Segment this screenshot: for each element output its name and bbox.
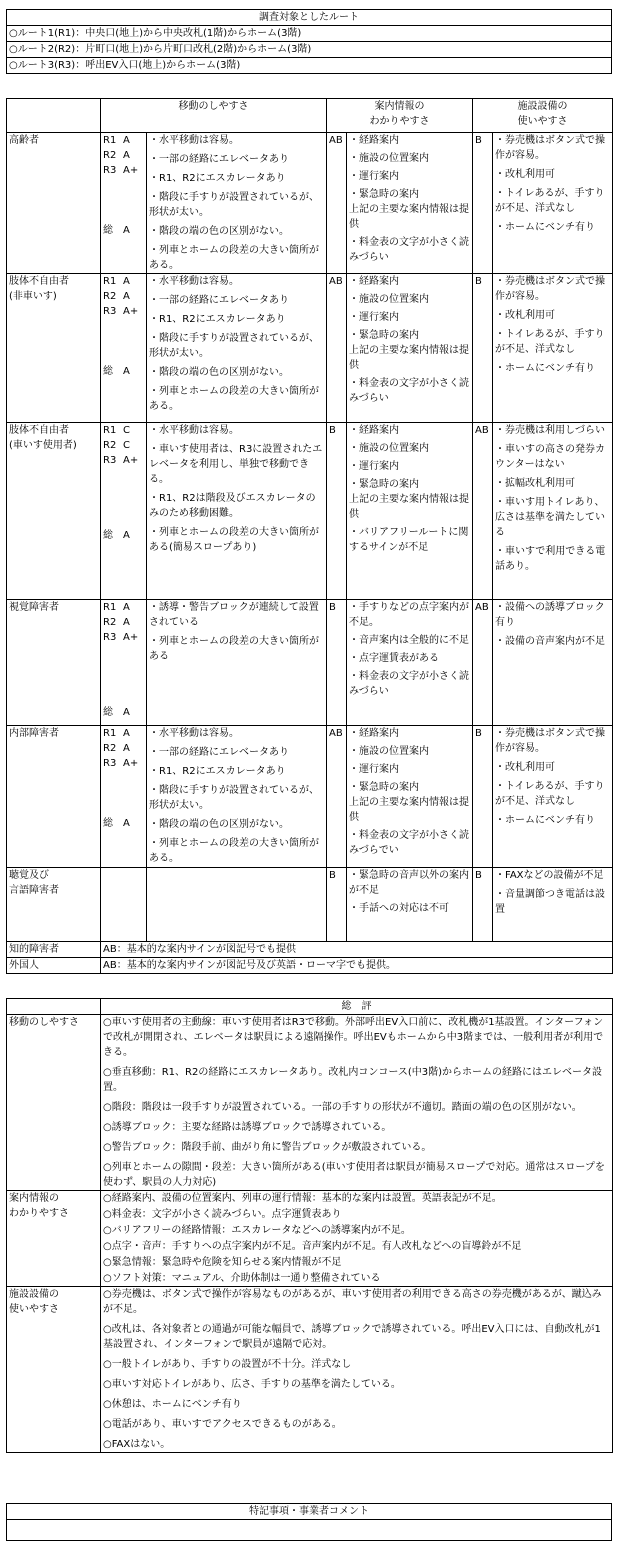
info-note: ・料金表の文字が小さく読みづらい (349, 378, 469, 404)
grade-line (103, 334, 144, 349)
facility-notes (493, 133, 613, 274)
route-label: R1 (103, 425, 117, 436)
category-label: 高齢者 (7, 133, 101, 274)
info-note: ・運行案内 (349, 461, 399, 472)
evaluation-row (7, 726, 613, 868)
category-label: 内部障害者 (7, 726, 101, 868)
summary-item: ○電話があり、車いすでアクセスできるものがある。 (103, 1419, 342, 1430)
route-label (103, 319, 123, 334)
facility-note: ・券売機はボタン式で操作が容易。 (495, 135, 605, 161)
route-grades (101, 726, 147, 868)
route-label: R3 (103, 306, 117, 317)
facility-note: ・ホームにベンチ有り (495, 363, 595, 374)
facility-notes (493, 726, 613, 868)
facility-grade: B (473, 726, 493, 868)
facility-note: ・改札利用可 (495, 310, 555, 321)
movement-note: ・一部の経路にエレベータあり (149, 747, 289, 758)
grade-value: C (123, 440, 130, 451)
route-item: ○ルート2(R2)：片町口(地上)から片町口改札(2階)からホーム(3階) (7, 42, 612, 58)
grade-line (103, 304, 144, 319)
facility-note: ・ホームにベンチ有り (495, 222, 595, 233)
grade-line (103, 675, 144, 690)
summary-items (101, 1191, 613, 1287)
movement-note: ・階段の端の色の区別がない。 (149, 226, 289, 237)
facility-note: ・改札利用可 (495, 169, 555, 180)
movement-note: ・R1、R2は階段及びエスカレータのみのため移動困難。 (149, 493, 316, 519)
grade-value: A (123, 707, 130, 718)
facility-grade: B (473, 133, 493, 274)
facility-notes (493, 868, 613, 942)
grade-value: A (123, 291, 130, 302)
summary-item: ○経路案内、設備の位置案内、列車の運行情報：基本的な案内は設置。英語表記が不足。 (103, 1193, 502, 1204)
grade-value: A (123, 530, 130, 541)
info-note: ・経路案内 (349, 135, 399, 146)
movement-notes (147, 133, 327, 274)
movement-note: ・階段に手すりが設置されているが、形状が太い。 (149, 785, 319, 811)
route-label: R1 (103, 602, 117, 613)
facility-note: ・券売機は利用しづらい (495, 425, 605, 436)
notes-table (6, 1503, 612, 1541)
facility-note: ・券売機はボタン式で操作が容易。 (495, 276, 605, 302)
header-info: 案内情報の わかりやすさ (327, 99, 473, 133)
evaluation-row (7, 274, 613, 423)
facility-notes (493, 600, 613, 726)
grade-line (103, 801, 144, 816)
route-label: 総 (103, 530, 113, 541)
movement-note: ・階段の端の色の区別がない。 (149, 819, 289, 830)
summary-item: ○バリアフリーの経路情報：エスカレータなどへの誘導案内が不足。 (103, 1225, 411, 1236)
route-label (103, 483, 123, 498)
route-label (103, 690, 123, 705)
movement-notes (147, 600, 327, 726)
summary-item: ○警告ブロック：階段手前、曲がり角に警告ブロックが敷設されている。 (103, 1142, 432, 1153)
grade-line (103, 660, 144, 675)
grade-line (103, 349, 144, 364)
facility-note: ・設備への誘導ブロック有り (495, 602, 605, 628)
info-note: ・料金表の文字が小さく読みづらでい (349, 830, 469, 856)
grade-line (103, 208, 144, 223)
info-note: 上記の主要な案内情報は提供 (349, 204, 469, 230)
info-notes (347, 600, 473, 726)
summary-item: ○券売機は、ボタン式で操作が容易なものがあるが、車いす使用者の利用できる高さの券売機があるが、蹴込みが不足。 (103, 1289, 602, 1315)
simple-row-text: AB：基本的な案内サインが図記号及び英語・ローマ字でも提供。 (101, 958, 613, 974)
route-grades (101, 600, 147, 726)
route-label: 総 (103, 818, 113, 829)
evaluation-row (7, 423, 613, 600)
info-notes (347, 868, 473, 942)
route-grades (101, 868, 147, 942)
summary-item: ○車いす使用者の主動線：車いす使用者はR3で移動。外部呼出EV入口前に、改札機が1基設置。インターフォンで改札が開閉され、エレベータは駅員による遠隔操作。呼出EVもホームから中3階までは、一般利用者が利用できる。 (103, 1017, 604, 1058)
info-note: ・施設の位置案内 (349, 153, 429, 164)
grade-line (103, 756, 144, 771)
movement-note: ・R1、R2にエスカレータあり (149, 314, 286, 325)
info-note: ・緊急時の案内 (349, 189, 419, 200)
facility-note: ・拡幅改札利用可 (495, 478, 575, 489)
grade-value: A (123, 276, 130, 287)
route-label (103, 645, 123, 660)
info-note: ・経路案内 (349, 276, 399, 287)
movement-note: ・列車とホームの段差の大きい箇所がある。 (149, 245, 319, 271)
facility-note: ・改札利用可 (495, 762, 555, 773)
info-note: ・施設の位置案内 (349, 443, 429, 454)
route-label: R1 (103, 135, 117, 146)
info-note: ・音声案内は全般的に不足 (349, 635, 469, 646)
info-notes (347, 423, 473, 600)
summary-item: ○列車とホームの隙間・段差：大きい箇所がある(車いす使用者は駅員が簡易スロープで対応。通常はスロープを使わず、駅員の人力対応) (103, 1162, 605, 1188)
grade-line (103, 771, 144, 786)
facility-grade: B (473, 274, 493, 423)
grade-line (103, 615, 144, 630)
info-note: ・緊急時の案内 (349, 479, 419, 490)
facility-note: ・トイレあるが、手すりが不足、洋式なし (495, 781, 605, 807)
grade-line (103, 705, 144, 720)
route-label: R2 (103, 291, 117, 302)
info-grade: B (327, 600, 347, 726)
movement-notes (147, 274, 327, 423)
summary-item: ○ソフト対策：マニュアル、介助体制は一通り整備されている (103, 1273, 381, 1284)
summary-item: ○FAXはない。 (103, 1439, 171, 1450)
simple-row-text: AB：基本的な案内サインが図記号でも提供 (101, 942, 613, 958)
movement-note: ・階段の端の色の区別がない。 (149, 367, 289, 378)
movement-notes (147, 726, 327, 868)
route-label: R3 (103, 632, 117, 643)
summary-item: ○料金表：文字が小さく読みづらい。点字運賃表あり (103, 1209, 342, 1220)
grade-line (103, 528, 144, 543)
routes-table (6, 9, 612, 74)
route-label: R3 (103, 455, 117, 466)
summary-row (7, 1191, 613, 1287)
summary-item: ○垂直移動：R1、R2の経路にエスカレータあり。改札内コンコース(中3階)からホームの経路にはエレベータ設置。 (103, 1067, 603, 1093)
grade-value: A+ (123, 455, 139, 466)
summary-item: ○階段：階段は一段手すりが設置されている。一部の手すりの形状が不適切。踏面の端の色の区別がない。 (103, 1102, 582, 1113)
info-note: 上記の主要な案内情報は提供 (349, 797, 469, 823)
grade-line (103, 690, 144, 705)
grade-line (103, 133, 144, 148)
facility-grade: AB (473, 423, 493, 600)
movement-note: ・R1、R2にエスカレータあり (149, 766, 286, 777)
grade-line (103, 423, 144, 438)
route-grades (101, 133, 147, 274)
grade-value: A (123, 617, 130, 628)
category-label: 知的障害者 (7, 942, 101, 958)
route-label: R3 (103, 758, 117, 769)
summary-category: 移動のしやすさ (7, 1015, 101, 1191)
evaluation-row (7, 600, 613, 726)
info-note: ・料金表の文字が小さく読みづらい (349, 237, 469, 263)
summary-item: ○改札は、各対象者との通過が可能な幅員で、誘導ブロックで誘導されている。呼出EV入口には、自動改札が1基設置され、インターフォンで駅員が遠隔で応対。 (103, 1324, 601, 1350)
info-grade: AB (327, 133, 347, 274)
facility-note: ・トイレあるが、手すりが不足、洋式なし (495, 188, 605, 214)
movement-notes (147, 868, 327, 942)
facility-note: ・ホームにベンチ有り (495, 815, 595, 826)
grade-value: C (123, 425, 130, 436)
grade-value: A+ (123, 306, 139, 317)
facility-note: ・車いす用トイレあり、広さは基準を満たしている (495, 497, 605, 538)
route-label (103, 660, 123, 675)
summary-items (101, 1015, 613, 1191)
grade-value: A (123, 818, 130, 829)
info-note: ・手すりなどの点字案内が不足。 (349, 602, 469, 628)
route-grades (101, 423, 147, 600)
summary-category: 案内情報の わかりやすさ (7, 1191, 101, 1287)
category-label: 肢体不自由者 (車いす使用者) (7, 423, 101, 600)
facility-note: ・設備の音声案内が不足 (495, 636, 605, 647)
route-label: 総 (103, 366, 113, 377)
route-label (103, 786, 123, 801)
facility-note: ・券売機はボタン式で操作が容易。 (495, 728, 605, 754)
movement-note: ・誘導・警告ブロックが連続して設置されている (149, 602, 319, 628)
info-note: ・運行案内 (349, 312, 399, 323)
info-note: ・経路案内 (349, 728, 399, 739)
route-label (103, 208, 123, 223)
route-label (103, 468, 123, 483)
movement-note: ・列車とホームの段差の大きい箇所がある (149, 636, 319, 662)
facility-grade: B (473, 868, 493, 942)
route-item: ○ルート3(R3)：呼出EV入口(地上)からホーム(3階) (7, 58, 612, 74)
info-note: ・施設の位置案内 (349, 746, 429, 757)
movement-note: ・階段に手すりが設置されているが、形状が太い。 (149, 192, 319, 218)
category-label: 聴覚及び 言語障害者 (7, 868, 101, 942)
evaluation-simple-row (7, 942, 613, 958)
evaluation-simple-row (7, 958, 613, 974)
summary-item: ○緊急情報：緊急時や危険を知らせる案内情報が不足 (103, 1257, 342, 1268)
route-label: R3 (103, 165, 117, 176)
route-item: ○ルート1(R1)：中央口(地上)から中央改札(1階)からホーム(3階) (7, 26, 612, 42)
route-label: R2 (103, 440, 117, 451)
header-movement: 移動のしやすさ (101, 99, 327, 133)
route-label (103, 178, 123, 193)
category-label: 視覚障害者 (7, 600, 101, 726)
facility-note: ・トイレあるが、手すりが不足、洋式なし (495, 329, 605, 355)
route-grades (101, 274, 147, 423)
info-grade: B (327, 423, 347, 600)
grade-line (103, 630, 144, 645)
movement-note: ・水平移動は容易。 (149, 425, 239, 436)
info-note: ・運行案内 (349, 171, 399, 182)
summary-table (6, 998, 613, 1453)
routes-header: 調査対象としたルート (7, 10, 612, 26)
grade-value: A (123, 728, 130, 739)
notes-body (7, 1520, 612, 1541)
grade-line (103, 741, 144, 756)
grade-line (103, 498, 144, 513)
info-note: ・手話への対応は不可 (349, 903, 449, 914)
grade-value: A (123, 366, 130, 377)
category-label: 肢体不自由者 (非車いす) (7, 274, 101, 423)
route-label: R2 (103, 743, 117, 754)
grade-value: A+ (123, 165, 139, 176)
grade-line (103, 468, 144, 483)
summary-category: 施設設備の 使いやすさ (7, 1287, 101, 1453)
info-note: ・料金表の文字が小さく読みづらい (349, 671, 469, 697)
grade-value: A+ (123, 632, 139, 643)
route-label (103, 801, 123, 816)
facility-note: ・FAXなどの設備が不足 (495, 870, 604, 881)
movement-note: ・車いす使用者は、R3に設置されたエレベータを利用し、単独で移動できる。 (149, 444, 323, 485)
info-note: ・緊急時の案内 (349, 330, 419, 341)
grade-line (103, 274, 144, 289)
grade-line (103, 786, 144, 801)
summary-header: 総 評 (101, 999, 613, 1015)
route-label: R1 (103, 728, 117, 739)
movement-note: ・水平移動は容易。 (149, 135, 239, 146)
grade-line (103, 645, 144, 660)
movement-note: ・一部の経路にエレベータあり (149, 154, 289, 165)
summary-item: ○休憩は、ホームにベンチ有り (103, 1399, 242, 1410)
facility-grade: AB (473, 600, 493, 726)
grade-line (103, 319, 144, 334)
movement-note: ・一部の経路にエレベータあり (149, 295, 289, 306)
info-notes (347, 726, 473, 868)
movement-note: ・水平移動は容易。 (149, 276, 239, 287)
grade-line (103, 513, 144, 528)
grade-line (103, 364, 144, 379)
evaluation-row (7, 133, 613, 274)
summary-item: ○車いす対応トイレがあり、広さ、手すりの基準を満たしている。 (103, 1379, 401, 1390)
route-label (103, 498, 123, 513)
grade-value: A (123, 135, 130, 146)
info-note: 上記の主要な案内情報は提供 (349, 494, 469, 520)
info-note: ・経路案内 (349, 425, 399, 436)
grade-line (103, 163, 144, 178)
route-label: 総 (103, 225, 113, 236)
facility-notes (493, 423, 613, 600)
summary-row (7, 1287, 613, 1453)
summary-item: ○誘導ブロック：主要な経路は誘導ブロックで誘導されている。 (103, 1122, 392, 1133)
grade-value: A (123, 225, 130, 236)
route-label (103, 771, 123, 786)
grade-value: A (123, 743, 130, 754)
grade-line (103, 816, 144, 831)
route-label: R2 (103, 150, 117, 161)
summary-item: ○点字・音声：手すりへの点字案内が不足。音声案内が不足。有人改札などへの盲導鈴が不足 (103, 1241, 522, 1252)
grade-value: A (123, 150, 130, 161)
info-notes (347, 133, 473, 274)
route-label (103, 675, 123, 690)
info-note: ・運行案内 (349, 764, 399, 775)
facility-note: ・車いすの高さの発券カウンターはない (495, 444, 605, 470)
info-note: ・施設の位置案内 (349, 294, 429, 305)
info-note: ・緊急時の音声以外の案内が不足 (349, 870, 469, 896)
category-label: 外国人 (7, 958, 101, 974)
route-label (103, 349, 123, 364)
grade-line (103, 193, 144, 208)
movement-note: ・階段に手すりが設置されているが、形状が太い。 (149, 333, 319, 359)
summary-row (7, 1015, 613, 1191)
grade-line (103, 600, 144, 615)
evaluation-table (6, 98, 613, 974)
route-label (103, 513, 123, 528)
grade-line (103, 438, 144, 453)
grade-value: A (123, 602, 130, 613)
movement-note: ・列車とホームの段差の大きい箇所がある。 (149, 838, 319, 864)
header-facility: 施設設備の 使いやすさ (473, 99, 613, 133)
route-label: 総 (103, 707, 113, 718)
facility-note: ・車いすで利用できる電話あり。 (495, 546, 606, 572)
route-label: R2 (103, 617, 117, 628)
info-note: ・バリアフリールートに関するサインが不足 (349, 527, 469, 553)
info-grade: AB (327, 726, 347, 868)
grade-line (103, 223, 144, 238)
info-note: ・点字運賃表がある (349, 653, 439, 664)
evaluation-row (7, 868, 613, 942)
info-note: ・緊急時の案内 (349, 782, 419, 793)
info-note: 上記の主要な案内情報は提供 (349, 345, 469, 371)
movement-note: ・水平移動は容易。 (149, 728, 239, 739)
movement-note: ・列車とホームの段差の大きい箇所がある(簡易スロープあり) (149, 527, 319, 553)
route-label (103, 193, 123, 208)
info-notes (347, 274, 473, 423)
info-grade: B (327, 868, 347, 942)
movement-note: ・R1、R2にエスカレータあり (149, 173, 286, 184)
grade-line (103, 148, 144, 163)
notes-header: 特記事項・事業者コメント (7, 1504, 612, 1520)
grade-line (103, 726, 144, 741)
grade-value: A+ (123, 758, 139, 769)
summary-item: ○一般トイレがあり、手すりの設置が不十分。洋式なし (103, 1359, 352, 1370)
info-grade: AB (327, 274, 347, 423)
grade-line (103, 453, 144, 468)
route-label: R1 (103, 276, 117, 287)
facility-note: ・音量調節つき電話は設置 (495, 889, 605, 915)
route-label (103, 334, 123, 349)
grade-line (103, 289, 144, 304)
grade-line (103, 483, 144, 498)
facility-notes (493, 274, 613, 423)
summary-items (101, 1287, 613, 1453)
movement-notes (147, 423, 327, 600)
grade-line (103, 178, 144, 193)
movement-note: ・列車とホームの段差の大きい箇所がある。 (149, 386, 319, 412)
